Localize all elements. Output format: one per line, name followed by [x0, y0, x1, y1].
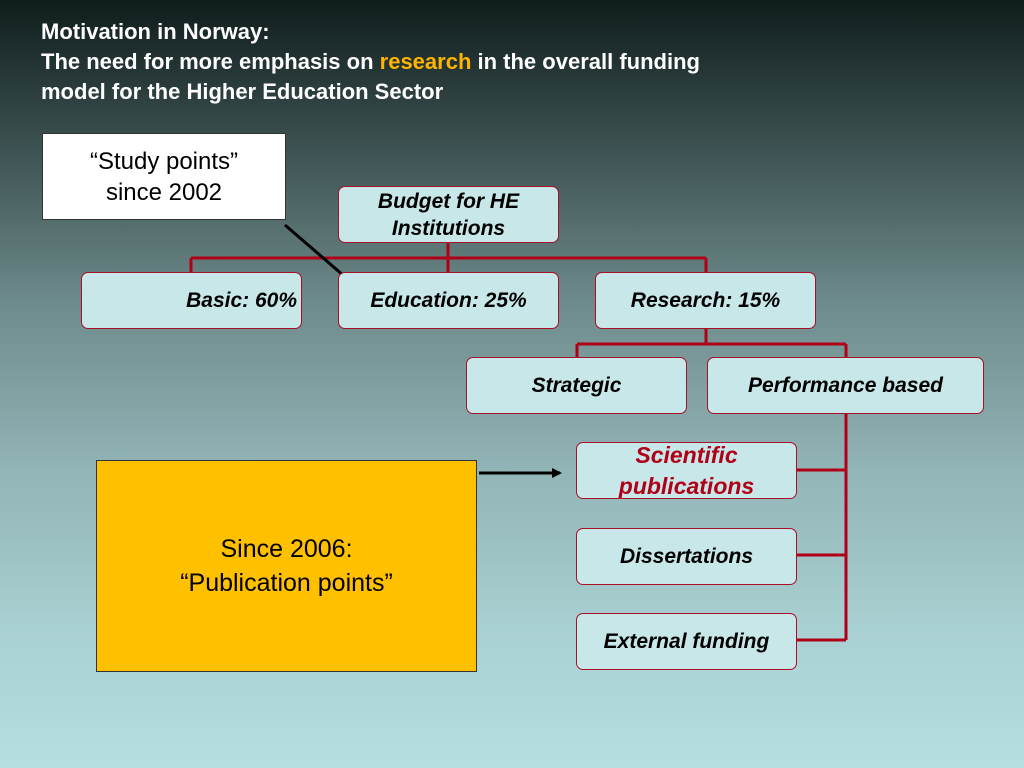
- research-label: Research: 15%: [630, 289, 781, 312]
- publication-points-line-2: “Publication points”: [180, 569, 393, 597]
- scientific-publications-box: [576, 442, 797, 499]
- publication-points-note: [96, 460, 477, 672]
- study-points-note: [42, 133, 286, 220]
- dissertations-box: [576, 528, 797, 585]
- budget-root-line-2: Institutions: [391, 216, 506, 240]
- study-points-line-2: since 2002: [105, 178, 223, 206]
- research-box: [595, 272, 816, 329]
- education-label: Education: 25%: [370, 289, 527, 312]
- title-line-3: model for the Higher Education Sector: [41, 79, 444, 104]
- strategic-box: [466, 357, 687, 414]
- title-line-1: Motivation in Norway:: [41, 19, 270, 44]
- title-line-2-start: The need for more emphasis on: [41, 49, 380, 74]
- scientific-line-1: Scientific: [635, 441, 738, 468]
- budget-root-box: [338, 186, 559, 243]
- title-highlight-research: research: [379, 49, 472, 74]
- budget-root-line-1: Budget for HE: [377, 189, 520, 213]
- external-funding-label: External funding: [603, 630, 770, 653]
- dissertations-label: Dissertations: [619, 545, 754, 568]
- study-points-line-1: “Study points”: [89, 147, 239, 175]
- scientific-line-2: publications: [618, 472, 755, 499]
- education-box: [338, 272, 559, 329]
- basic-box: [81, 272, 302, 329]
- performance-box: [707, 357, 984, 414]
- publication-points-line-1: Since 2006:: [220, 535, 353, 563]
- external-funding-box: [576, 613, 797, 670]
- basic-label: Basic: 60%: [186, 289, 297, 312]
- performance-label: Performance based: [748, 374, 943, 397]
- strategic-label: Strategic: [531, 374, 622, 397]
- title-line-2-end: in the overall funding: [471, 49, 700, 74]
